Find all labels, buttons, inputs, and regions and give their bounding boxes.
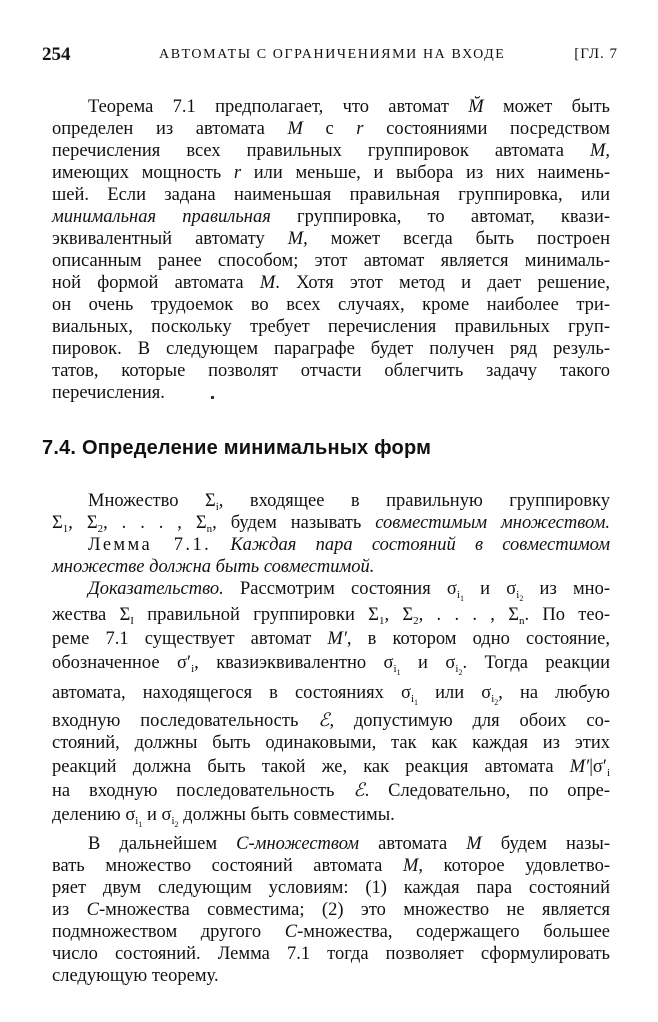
text-line: Множество $\Sigma_i$, входящее в правильную группировку: [88, 491, 610, 513]
text-line: из C-множества совместима; (2) это множество не является: [52, 900, 610, 920]
lemma-label: Лемма 7.1.: [88, 535, 212, 555]
text-line: определен из автомата M с r состояниями посредством: [52, 119, 610, 139]
text-line: виальных, поскольку требует перечисления правильных груп-: [52, 317, 610, 337]
text-line: описанным ранее способом; этот автомат является минималь-: [52, 251, 610, 271]
text-line: ряет двум следующим условиям: (1) каждая пара состояний: [52, 878, 610, 898]
stray-mark: [211, 396, 214, 399]
text-line: автомата, находящегося в состояниях $\sigma_{i_1}$ или $\sigma_{i_2}$, на любую: [52, 683, 610, 707]
text-line: В дальнейшем C-множеством автомата M будем назы-: [88, 834, 610, 854]
chapter-ref: [ГЛ. 7: [574, 46, 618, 62]
text-line: шей. Если задана наименьшая правильная группировка, или: [52, 185, 610, 205]
page-number: 254: [42, 44, 71, 65]
text-line: перечисления всех правильных группировок автомата M,: [52, 141, 610, 161]
text-line: реме 7.1 существует автомат M′, в котором одно состояние,: [52, 629, 610, 649]
text-line: жества $\Sigma_I$ правильной группировки $\Sigma_1$, $\Sigma_2$, . . . , $\Sigma_n$. По тео-: [52, 605, 610, 627]
text-line: обозначенное $\sigma'_i$, квазиэквивалентно $\sigma_{i_1}$ и $\sigma_{i_2}$. Тогда реакции: [52, 653, 610, 677]
section-number: 7.4.: [42, 437, 77, 459]
text-line: $\Sigma_1$, $\Sigma_2$, . . . , $\Sigma_n$, будем называть совместимым множеством.: [52, 513, 610, 535]
text-line: эквивалентный автомату M, может всегда быть построен: [52, 229, 610, 249]
text-line: минимальная правильная группировка, то автомат, квази-: [52, 207, 610, 227]
text-line: Лемма 7.1. Каждая пара состояний в совместимом: [88, 535, 611, 555]
section-heading: [42, 437, 431, 460]
text-line: подмножеством другого C-множества, содержащего большее: [52, 922, 610, 942]
text-line: делению $\sigma_{i_1}$ и $\sigma_{i_2}$ должны быть совместимы.: [52, 805, 395, 829]
text-line: Доказательство. Рассмотрим состояния $\sigma_{i_1}$ и $\sigma_{i_2}$ из мно-: [88, 579, 610, 603]
text-line: перечисления.: [52, 383, 165, 403]
running-title: АВТОМАТЫ С ОГРАНИЧЕНИЯМИ НА ВХОДЕ: [159, 47, 506, 62]
text-line: стояний, должны быть одинаковыми, так как каждая из этих: [52, 733, 610, 753]
section-title: Определение минимальных форм: [81, 437, 432, 459]
text-line: следующую теорему.: [52, 966, 219, 986]
text-line: множестве должна быть совместимой.: [52, 557, 375, 577]
text-line: он очень трудоемок во всех случаях, кроме наиболее три-: [52, 295, 610, 315]
text-line: на входную последовательность ℰ. Следовательно, по опре-: [52, 781, 610, 801]
text-line: ной формой автомата M. Хотя этот метод и дает решение,: [52, 273, 610, 293]
text-line: вать множество состояний автомата M, которое удовлетво-: [52, 856, 610, 876]
text-line: число состояний. Лемма 7.1 тогда позволяет сформулировать: [52, 944, 610, 964]
text-line: татов, которые позволят отчасти облегчить задачу такого: [52, 361, 610, 381]
text-line: входную последовательность ℰ, допустимую для обоих со-: [52, 711, 610, 731]
text-line: имеющих мощность r или меньше, и выбора из них наимень-: [52, 163, 610, 183]
text-line: Теорема 7.1 предполагает, что автомат M̆ может быть: [88, 97, 610, 117]
text-line: пировок. В следующем параграфе будет получен ряд резуль-: [52, 339, 610, 359]
page-header: [42, 44, 618, 68]
text-line: реакций должна быть такой же, как реакция автомата $M'|\sigma'_i$: [52, 757, 610, 779]
